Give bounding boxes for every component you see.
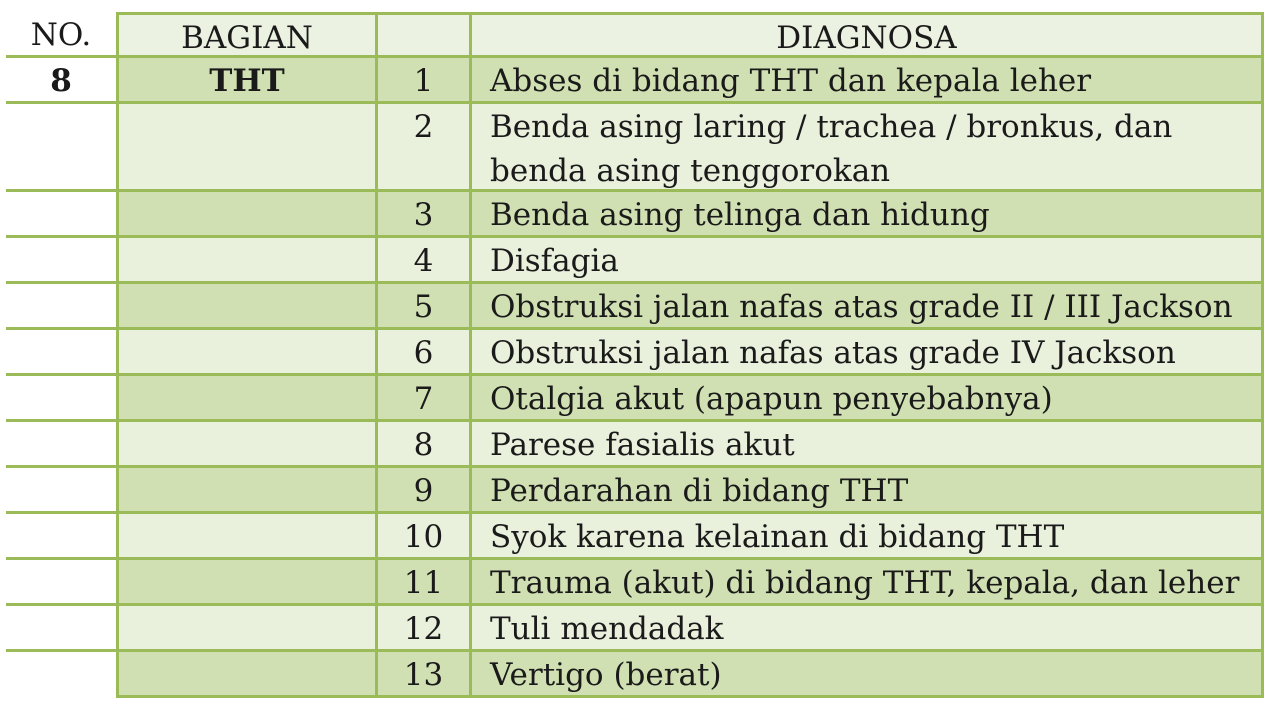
row-diagnosa: Obstruksi jalan nafas atas grade IV Jackson — [472, 330, 1264, 376]
row-number: 7 — [378, 376, 472, 422]
row-diagnosa: Tuli mendadak — [472, 606, 1264, 652]
empty-bagian-cell — [116, 192, 378, 238]
row-diagnosa: Trauma (akut) di bidang THT, kepala, dan leher — [472, 560, 1264, 606]
empty-no-cell — [6, 284, 116, 330]
empty-bagian-cell — [116, 238, 378, 284]
section-bagian: THT — [116, 58, 378, 104]
empty-bagian-cell — [116, 376, 378, 422]
empty-bagian-cell — [116, 284, 378, 330]
header-no: NO. — [6, 12, 116, 58]
table-row — [6, 606, 1264, 652]
empty-no-cell — [6, 330, 116, 376]
section-no: 8 — [6, 58, 116, 104]
table-row — [6, 330, 1264, 376]
row-diagnosa: Obstruksi jalan nafas atas grade II / III Jackson — [472, 284, 1264, 330]
empty-no-cell — [6, 376, 116, 422]
table-row — [6, 238, 1264, 284]
row-number: 10 — [378, 514, 472, 560]
empty-no-cell — [6, 104, 116, 192]
row-number: 9 — [378, 468, 472, 514]
row-number: 2 — [378, 104, 472, 192]
row-number: 1 — [378, 58, 472, 104]
empty-no-cell — [6, 422, 116, 468]
table-header-row — [6, 12, 1264, 58]
empty-bagian-cell — [116, 652, 378, 698]
empty-bagian-cell — [116, 468, 378, 514]
empty-no-cell — [6, 238, 116, 284]
table-row — [6, 376, 1264, 422]
table-row — [6, 192, 1264, 238]
empty-no-cell — [6, 468, 116, 514]
header-bagian: BAGIAN — [116, 12, 378, 58]
row-number: 6 — [378, 330, 472, 376]
table-row — [6, 514, 1264, 560]
row-diagnosa: Benda asing laring / trachea / bronkus, dan benda asing tenggorokan — [472, 104, 1264, 192]
empty-bagian-cell — [116, 514, 378, 560]
table-row — [6, 468, 1264, 514]
row-number: 3 — [378, 192, 472, 238]
empty-bagian-cell — [116, 330, 378, 376]
empty-no-cell — [6, 652, 116, 698]
table-row — [6, 560, 1264, 606]
row-number: 12 — [378, 606, 472, 652]
empty-no-cell — [6, 514, 116, 560]
empty-bagian-cell — [116, 422, 378, 468]
empty-no-cell — [6, 606, 116, 652]
empty-bagian-cell — [116, 606, 378, 652]
row-number: 5 — [378, 284, 472, 330]
header-num — [378, 12, 472, 58]
row-number: 4 — [378, 238, 472, 284]
row-diagnosa: Benda asing telinga dan hidung — [472, 192, 1264, 238]
row-number: 8 — [378, 422, 472, 468]
table-row — [6, 422, 1264, 468]
header-diagnosa: DIAGNOSA — [472, 12, 1264, 58]
empty-bagian-cell — [116, 104, 378, 192]
table-row — [6, 104, 1264, 192]
row-number: 13 — [378, 652, 472, 698]
row-diagnosa: Disfagia — [472, 238, 1264, 284]
table-row — [6, 284, 1264, 330]
row-diagnosa: Otalgia akut (apapun penyebabnya) — [472, 376, 1264, 422]
empty-bagian-cell — [116, 560, 378, 606]
table-row — [6, 652, 1264, 698]
row-diagnosa: Perdarahan di bidang THT — [472, 468, 1264, 514]
empty-no-cell — [6, 560, 116, 606]
row-diagnosa: Syok karena kelainan di bidang THT — [472, 514, 1264, 560]
row-diagnosa: Abses di bidang THT dan kepala leher — [472, 58, 1264, 104]
row-diagnosa: Vertigo (berat) — [472, 652, 1264, 698]
table-row — [6, 58, 1264, 104]
empty-no-cell — [6, 192, 116, 238]
row-diagnosa: Parese fasialis akut — [472, 422, 1264, 468]
diagnosis-table — [6, 12, 1264, 698]
row-number: 11 — [378, 560, 472, 606]
